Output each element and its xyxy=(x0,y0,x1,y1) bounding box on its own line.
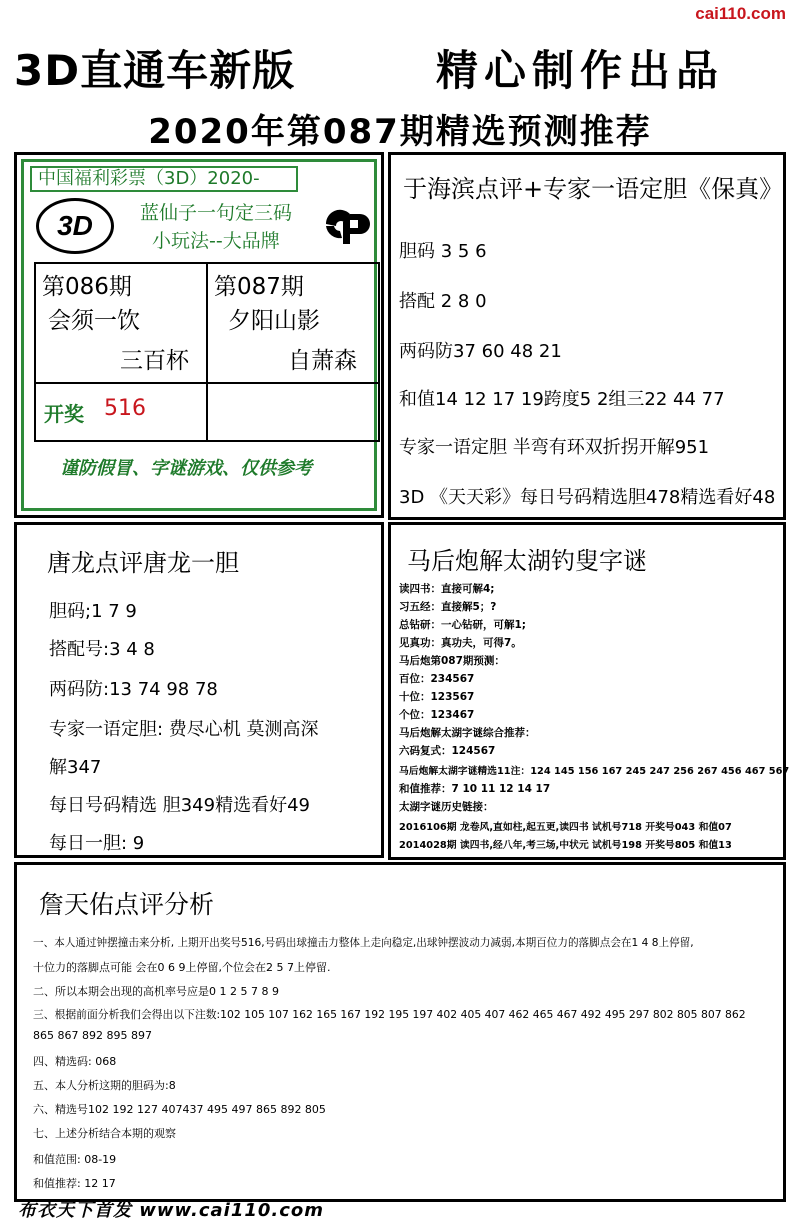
title-left: 3D直通车新版 xyxy=(14,46,296,95)
ma-line: 2016106期 龙卷风,直如柱,起五更,读四书 试机号718 开奖号043 和值07 xyxy=(399,822,732,833)
footer-text: 布衣天下首发 www.cai110.com xyxy=(18,1200,325,1220)
open-value: 516 xyxy=(104,396,146,421)
tang-line: 每日一胆: 9 xyxy=(49,833,145,854)
tang-title: 唐龙点评唐龙一胆 xyxy=(47,549,239,577)
ma-line: 太湖字谜历史链接： xyxy=(399,801,494,813)
lottery-head: 中国福利彩票（3D）2020- xyxy=(30,166,298,192)
site-logo: cai110.com xyxy=(695,4,786,23)
prev-period: 第086期 xyxy=(42,274,132,300)
tang-line: 每日号码精选 胆349精选看好49 xyxy=(49,795,310,816)
yu-line: 和值14 12 17 19跨度5 2组三22 44 77 xyxy=(399,389,725,410)
curr-riddle-line1: 夕阳山影 xyxy=(228,308,320,334)
yu-line: 搭配 2 8 0 xyxy=(399,291,487,312)
zhan-line: 六、精选号102 192 127 407437 495 497 865 892 805 xyxy=(33,1103,326,1116)
title-right: 精心制作出品 xyxy=(436,46,725,95)
lottery-riddle-box xyxy=(14,152,384,518)
ma-line: 马后炮解太湖字谜精选11注：124 145 156 167 245 247 256 267 456 467 567 xyxy=(399,766,790,777)
issue-subtitle: 2020年第087期精选预测推荐 xyxy=(148,112,652,152)
zhan-line: 865 867 892 895 897 xyxy=(33,1029,152,1042)
ma-line: 个位：123467 xyxy=(399,709,475,721)
warning-text: 谨防假冒、字谜游戏、仅供参考 xyxy=(60,458,312,479)
prev-riddle-line2: 三百杯 xyxy=(120,348,189,374)
zhan-line: 七、上述分析结合本期的观察 xyxy=(33,1127,176,1140)
zhan-line: 三、根据前面分析我们会得出以下注数:102 105 107 162 165 167 192 195 197 402 405 407 462 465 467 492 495 297 802 805 807 862 xyxy=(33,1008,746,1021)
slogan-1: 蓝仙子一句定三码 xyxy=(140,202,293,224)
lottery-inner-frame xyxy=(21,159,377,511)
yu-line: 胆码 3 5 6 xyxy=(399,241,487,262)
curr-period-cell xyxy=(208,264,378,384)
ma-line: 百位：234567 xyxy=(399,673,475,685)
ma-line: 读四书：直接可解4; xyxy=(399,583,495,595)
ma-houpao-box xyxy=(388,522,790,860)
ma-line: 习五经：直接解5；? xyxy=(399,601,497,613)
open-result-cell xyxy=(36,384,208,440)
3d-logo: 3D xyxy=(36,198,114,254)
ma-line: 六码复式：124567 xyxy=(399,745,496,757)
tang-line: 两码防:13 74 98 78 xyxy=(49,679,218,700)
yu-title: 于海滨点评+专家一语定胆《保真》 xyxy=(403,175,784,203)
ma-line: 见真功：真功夫，可得7。 xyxy=(399,637,522,649)
zhan-line: 一、本人通过钟摆撞击来分析, 上期开出奖号516,号码出球撞击力整体上走向稳定,出球钟摆波动力减弱,本期百位力的落脚点会在1 4 8上停留, xyxy=(33,937,694,949)
ma-line: 2014028期 读四书,经八年,考三场,中状元 试机号198 开奖号805 和值13 xyxy=(399,840,732,851)
ma-line: 马后炮第087期预测： xyxy=(399,655,505,667)
slogan-2: 小玩法--大品牌 xyxy=(152,230,280,252)
yu-haibin-box xyxy=(388,152,786,520)
zhan-line: 十位力的落脚点可能 会在0 6 9上停留,个位会在2 5 7上停留. xyxy=(33,961,331,974)
yu-line: 专家一语定胆 半弯有环双折拐开解951 xyxy=(399,437,710,458)
welfare-lottery-icon xyxy=(320,202,372,246)
ma-line: 马后炮解太湖字谜综合推荐： xyxy=(399,727,536,739)
yu-line: 3D 《天天彩》每日号码精选胆478精选看好48 xyxy=(399,487,776,508)
riddle-grid xyxy=(34,262,380,442)
empty-cell xyxy=(208,384,378,440)
curr-riddle-line2: 自萧森 xyxy=(288,348,357,374)
yu-line: 两码防37 60 48 21 xyxy=(399,341,562,362)
zhan-line: 五、本人分析这期的胆码为:8 xyxy=(33,1079,176,1092)
tang-line: 胆码;1 7 9 xyxy=(49,601,137,622)
tang-line: 解347 xyxy=(49,757,102,778)
ma-line: 和值推荐：7 10 11 12 14 17 xyxy=(399,783,551,795)
zhan-tianyou-box xyxy=(14,862,786,1202)
zhan-line: 二、所以本期会出现的高机率号应是0 1 2 5 7 8 9 xyxy=(33,985,279,998)
zhan-line: 四、精选码: 068 xyxy=(33,1055,117,1068)
tang-line: 专家一语定胆: 费尽心机 莫测高深 xyxy=(49,719,319,740)
zhan-title: 詹天佑点评分析 xyxy=(39,890,215,919)
tang-line: 搭配号:3 4 8 xyxy=(49,639,155,660)
curr-period: 第087期 xyxy=(214,274,304,300)
tang-long-box xyxy=(14,522,384,858)
prev-period-cell xyxy=(36,264,208,384)
prev-riddle-line1: 会须一饮 xyxy=(48,308,140,334)
open-label: 开奖 xyxy=(44,402,84,426)
ma-line: 十位：123567 xyxy=(399,691,475,703)
ma-title: 马后炮解太湖钓叟字谜 xyxy=(407,547,647,575)
zhan-line: 和值范围: 08-19 xyxy=(33,1153,117,1166)
zhan-line: 和值推荐: 12 17 xyxy=(33,1177,116,1190)
ma-line: 总钻研：一心钻研，可解1; xyxy=(399,619,527,631)
